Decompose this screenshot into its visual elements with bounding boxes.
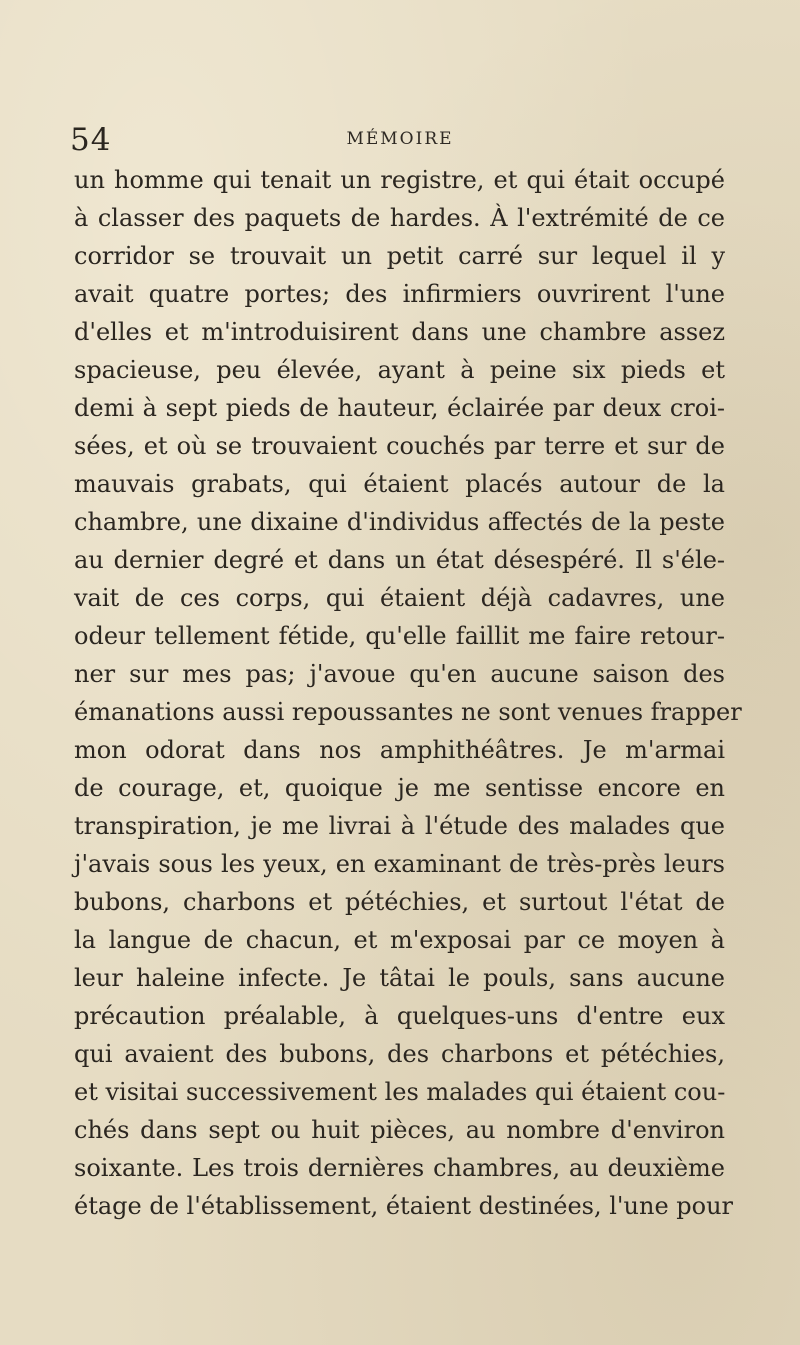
text-line: émanations aussi repoussantes ne sont venues frapper bbox=[74, 698, 742, 726]
text-line: étage de l'établissement, étaient destinées, l'une pour bbox=[74, 1192, 734, 1220]
text-line: d'elles et m'introduisirent dans une chambre assez bbox=[74, 318, 725, 346]
text-line: sées, et où se trouvaient couchés par terre et sur de bbox=[74, 432, 725, 460]
page-number: 54 bbox=[70, 122, 112, 158]
text-line: et visitai successivement les malades qui étaient cou- bbox=[74, 1078, 726, 1106]
text-line: spacieuse, peu élevée, ayant à peine six pieds et bbox=[74, 356, 725, 384]
text-line: la langue de chacun, et m'exposai par ce moyen à bbox=[74, 926, 725, 954]
text-line: avait quatre portes; des infirmiers ouvrirent l'une bbox=[74, 280, 725, 308]
text-line: mon odorat dans nos amphithéâtres. Je m'armai bbox=[74, 736, 725, 764]
text-line: de courage, et, quoique je me sentisse encore en bbox=[74, 774, 725, 802]
text-line: soixante. Les trois dernières chambres, au deuxième bbox=[74, 1154, 725, 1182]
text-line: chés dans sept ou huit pièces, au nombre d'environ bbox=[74, 1116, 725, 1144]
text-line: j'avais sous les yeux, en examinant de très-près leurs bbox=[74, 850, 725, 878]
text-line: leur haleine infecte. Je tâtai le pouls, sans aucune bbox=[74, 964, 725, 992]
text-line: transpiration, je me livrai à l'étude des malades que bbox=[74, 812, 725, 840]
text-line: à classer des paquets de hardes. À l'extrémité de ce bbox=[74, 204, 725, 232]
text-line: qui avaient des bubons, des charbons et pétéchies, bbox=[74, 1040, 725, 1068]
text-line: ner sur mes pas; j'avoue qu'en aucune saison des bbox=[74, 660, 725, 688]
text-line: au dernier degré et dans un état désespéré. Il s'éle- bbox=[74, 546, 725, 574]
running-head: MÉMOIRE bbox=[346, 129, 454, 149]
text-line: odeur tellement fétide, qu'elle faillit me faire retour- bbox=[74, 622, 725, 650]
text-line: bubons, charbons et pétéchies, et surtout l'état de bbox=[74, 888, 725, 916]
text-line: corridor se trouvait un petit carré sur lequel il y bbox=[74, 242, 725, 270]
text-line: chambre, une dixaine d'individus affectés de la peste bbox=[74, 508, 725, 536]
text-line: demi à sept pieds de hauteur, éclairée par deux croi- bbox=[74, 394, 725, 422]
text-line: vait de ces corps, qui étaient déjà cadavres, une bbox=[74, 584, 725, 612]
text-line: un homme qui tenait un registre, et qui était occupé bbox=[74, 166, 725, 194]
text-line: mauvais grabats, qui étaient placés autour de la bbox=[74, 470, 725, 498]
text-line: précaution préalable, à quelques-uns d'entre eux bbox=[74, 1002, 725, 1030]
